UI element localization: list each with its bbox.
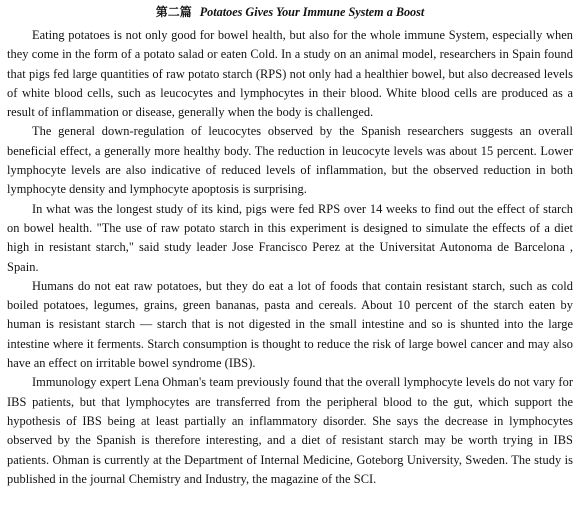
title-text: Potatoes Gives Your Immune System a Boost bbox=[199, 5, 425, 19]
paragraph-4: Humans do not eat raw potatoes, but they do eat a lot of foods that contain resistant starch, such as cold boiled potatoes, legumes, grains, green bananas, pasta and cereals. About 10 percent of the starch eaten by human is resistant starch — starch that is not digested in the small intestine and so is shunted into the large intestine where it ferments. Starch consumption is thought to reduce the risk of large bowel cancer and may also have an effect on irritable bowel syndrome (IBS). bbox=[7, 278, 573, 371]
paragraph-3: In what was the longest study of its kind, pigs were fed RPS over 14 weeks to find out the effect of starch on bowel health. "The use of raw potato starch in this experiment is designed to simulate the effects of a diet high in resistant starch," said study leader Jose Francisco Perez at the Universitat Autonoma de Barcelona , Spain. bbox=[7, 201, 573, 274]
paragraph-2: The general down-regulation of leucocytes observed by the Spanish researchers suggests an overall beneficial effect, a generally more healthy body. The reduction in leucocyte levels was about 15 percent. Lower lymphocyte levels are also indicative of reduced levels of inflammation, but the observed reduction in both lymphocyte density and lymphocyte apoptosis is surprising. bbox=[7, 124, 573, 197]
paragraph-1: Eating potatoes is not only good for bowel health, but also for the whole immune System, especially when they come in the form of a potato salad or eaten Cold. In a study on an animal model, researchers in Spain found that pigs fed large quantities of raw potato starch (RPS) not only had a healthier bowel, but also decreased levels of white blood cells, such as leucocytes and lymphocytes in their blood. White blood cells are produced as a result of inflammation or disease, generally when the body is challenged. bbox=[7, 28, 573, 120]
section-marker: 第二篇 bbox=[155, 5, 192, 19]
article-title bbox=[7, 4, 573, 20]
paragraph-5: Immunology expert Lena Ohman's team previously found that the overall lymphocyte levels do not vary for IBS patients, but that lymphocytes are transferred from the peripheral blood to the gut, which support the hypothesis of IBS being at least partially an inflammatory disorder. She says the decrease in lymphocytes observed by the Spanish is therefore interesting, and a diet of resistant starch may be worth trying in IBS patients. Ohman is currently at the Department of Internal Medicine, Goteborg University, Sweden. The study is published in the journal Chemistry and Industry, the magazine of the SCI. bbox=[7, 375, 573, 486]
article bbox=[7, 4, 573, 489]
